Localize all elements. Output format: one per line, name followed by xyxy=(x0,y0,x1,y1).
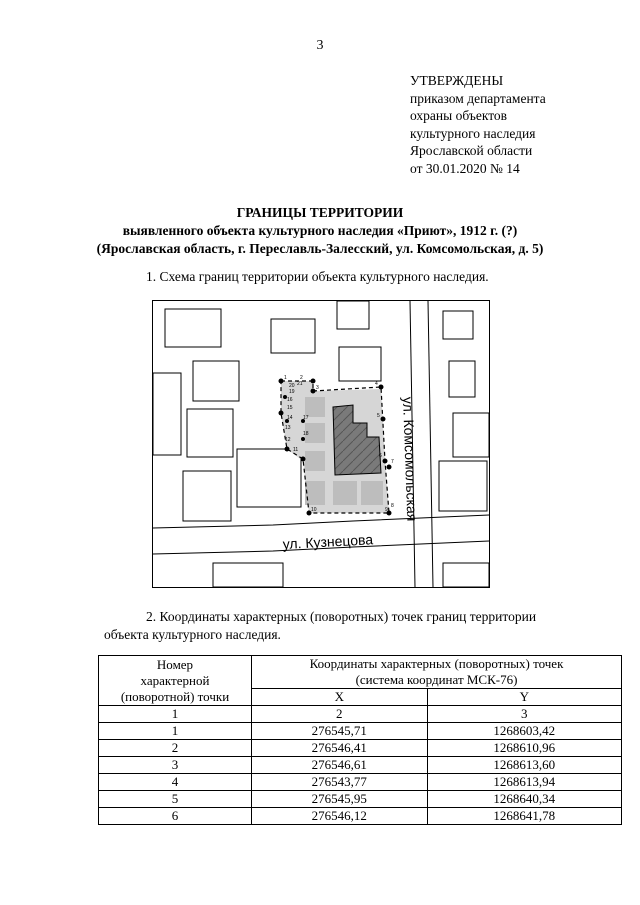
street-label-komsomolskaya: ул. Комсомольская xyxy=(400,396,421,522)
table-row: 2 276546,41 1268610,96 xyxy=(99,740,622,757)
section-1-heading: 1. Схема границ территории объекта культурного наследия. xyxy=(146,269,489,284)
table-row: 3 276546,61 1268613,60 xyxy=(99,757,622,774)
table-row: 4 276543,77 1268613,94 xyxy=(99,774,622,791)
coordinates-table xyxy=(98,655,622,825)
point-label: 7 xyxy=(391,459,394,465)
title-line-2: выявленного объекта культурного наследия «Приют», 1912 г. (?) xyxy=(122,223,518,238)
point-label: 2 xyxy=(300,375,303,381)
point-label: 18 xyxy=(303,431,309,437)
approval-block xyxy=(410,72,546,177)
street-label-kuznetsova: ул. Кузнецова xyxy=(282,531,374,552)
table-row: 1 276545,71 1268603,42 xyxy=(99,723,622,740)
point-label: 1 xyxy=(284,375,287,381)
point-label: 21 xyxy=(297,381,303,387)
approval-line: приказом департамента xyxy=(410,90,546,106)
approval-line: УТВЕРЖДЕНЫ xyxy=(410,73,504,88)
document-title xyxy=(0,204,640,258)
title-line-1: ГРАНИЦЫ ТЕРРИТОРИИ xyxy=(236,205,404,220)
table-index-row: 1 2 3 xyxy=(99,706,622,723)
point-label: 5 xyxy=(377,413,380,419)
point-label: 20 xyxy=(289,383,295,389)
point-label: 12 xyxy=(285,437,291,443)
section-2-line-1: 2. Координаты характерных (поворотных) точек границ территории xyxy=(146,609,537,624)
point-label: 19 xyxy=(289,389,295,395)
point-label: 15 xyxy=(287,405,293,411)
header-point-number: Номер характерной (поворотной) точки xyxy=(99,656,252,706)
point-label: 3 xyxy=(316,385,319,391)
approval-line: культурного наследия xyxy=(410,125,536,141)
point-label: 16 xyxy=(287,397,293,403)
approval-line: от 30.01.2020 № 14 xyxy=(410,160,520,176)
point-label: 6 xyxy=(379,453,382,459)
title-line-3: (Ярославская область, г. Переславль-Залесский, ул. Комсомольская, д. 5) xyxy=(96,241,544,256)
point-label: 10 xyxy=(311,507,317,513)
table-row: 6 276546,12 1268641,78 xyxy=(99,808,622,825)
boundary-scheme-map xyxy=(152,300,490,588)
section-2-heading xyxy=(104,608,619,644)
page-number: 3 xyxy=(316,38,324,53)
table-row: 5 276545,95 1268640,34 xyxy=(99,791,622,808)
point-label: 4 xyxy=(375,381,378,387)
point-label: 13 xyxy=(285,425,291,431)
point-label: 9 xyxy=(385,507,388,513)
approval-line: Ярославской области xyxy=(410,143,533,158)
header-y: Y xyxy=(427,689,621,706)
map-drawing xyxy=(153,301,489,587)
point-label: 14 xyxy=(287,415,293,421)
point-label: 17 xyxy=(303,415,309,421)
approval-line: охраны объектов xyxy=(410,108,508,123)
point-label: 11 xyxy=(293,447,299,453)
point-label: 8 xyxy=(391,503,394,509)
header-coordinates: Координаты характерных (поворотных) точек (система координат МСК-76) xyxy=(252,656,622,689)
section-2-line-2: объекта культурного наследия. xyxy=(104,627,281,642)
header-x: X xyxy=(252,689,428,706)
